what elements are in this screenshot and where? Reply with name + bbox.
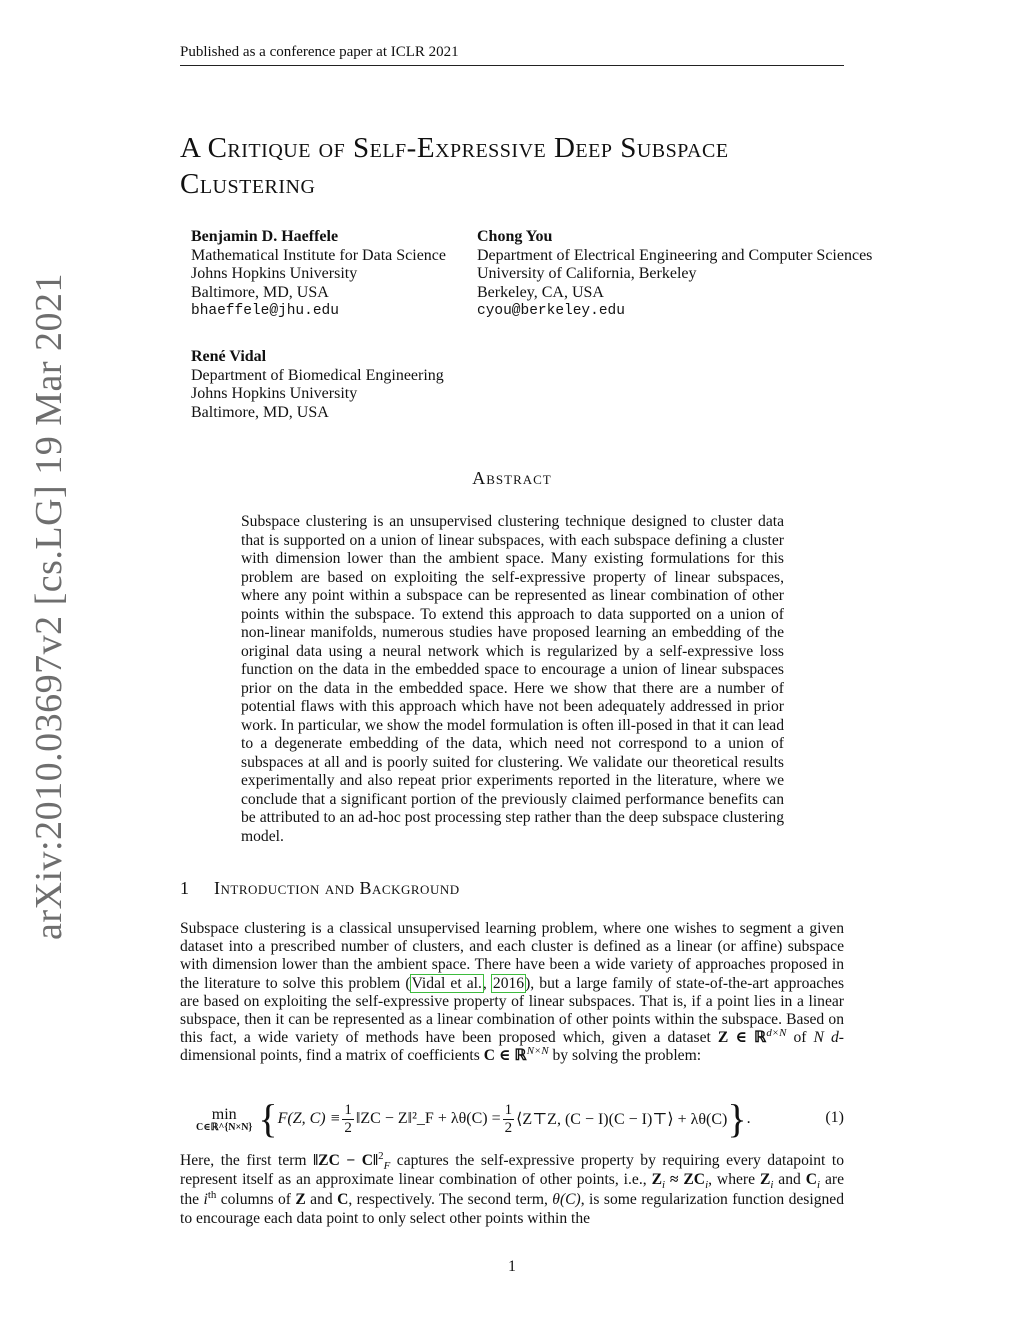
min-label: min [211,1105,237,1123]
math-zci: ≈ ZC [665,1171,706,1189]
author-block-1 [191,228,446,321]
math-sup: 2 [378,1149,384,1162]
author-affiliation: Department of Biomedical Engineering [191,366,444,384]
math-superscript: N×N [526,1045,549,1058]
citation-sep: , [482,974,492,992]
intro-paragraph [180,920,844,1066]
intro-text: ), but a large family of state-of-the-art approaches are based on exploiting the self-expressive property of linear subspaces. That is, if a point lies in a linear subspace, then it can be represented as a linear combination of other points within the subspace. Based on this fact, a wide variety of methods have been proposed which, given a dataset [180,974,845,1047]
math-sub: F [383,1160,391,1173]
equation-term-1: ‖ZC − Z‖²_F + λθ(C) = [355,1110,501,1127]
page-number: 1 [508,1258,516,1275]
para-text: , respectively. The second term, [348,1190,553,1208]
intro-text: by solving the problem: [548,1047,702,1065]
math-sup: th [207,1188,217,1201]
math-norm: ‖ZC − C‖ [313,1152,379,1169]
author-name: Benjamin D. Haeffele [191,228,339,245]
citation-link-author[interactable]: Vidal et al. [411,974,482,992]
fraction-half [503,1102,515,1137]
post-equation-paragraph [180,1151,844,1229]
math-sub: i [661,1179,665,1192]
author-institution: Johns Hopkins University [191,385,358,403]
author-name: Chong You [477,228,553,245]
author-email[interactable]: cyou@berkeley.edu [477,303,625,320]
section-title: Introduction and Background [214,878,460,898]
para-text: and [305,1190,338,1208]
math-sub: i [817,1179,821,1192]
math-sub: i [770,1179,774,1192]
numerator: 1 [344,1101,352,1118]
math-ci: C [805,1171,818,1189]
author-block-2 [477,228,872,321]
author-location: Baltimore, MD, USA [191,283,329,301]
denominator: 2 [344,1119,352,1136]
paper-title [180,130,850,202]
math-c: C [337,1190,349,1208]
para-text: and [773,1171,806,1189]
math-dataset: Z ∈ ℝ [717,1029,767,1047]
math-coefficients: C ∈ ℝ [483,1047,527,1065]
author-name: René Vidal [191,348,267,365]
equation-1 [180,1095,844,1143]
section-heading [180,878,844,899]
author-institution: Johns Hopkins University [191,265,358,283]
title-line-1: A Critique of Self-Expressive Deep Subspace [180,132,729,164]
math-z: Z [295,1190,306,1208]
running-header: Published as a conference paper at ICLR 2021 [180,44,844,66]
math-n-d: N d [813,1029,839,1047]
math-superscript: d×N [766,1027,787,1040]
min-operator [196,1106,252,1133]
para-text: captures the self-expressive property by requiring every datapoint to represent itself as an approximate linear combination of other points, i.e., [180,1152,845,1189]
abstract-heading: Abstract [472,468,552,488]
intro-text: of [786,1029,814,1047]
equation-body: min C∈ℝ^{N×N} { F(Z, C) ≡ $\frac{1}{2}$ ‖ZC − Z‖²_F + λθ(C) = $\frac{1}{2}$ ⟨Z⊤Z, (C − I)(C − I)⊤⟩ + λθ(C) } . [196,1096,751,1141]
para-text: Here, the first term [180,1152,314,1169]
intro-text: Subspace clustering is a classical unsupervised learning problem, where one wishes to segment a given dataset into a prescribed number of clusters, and each cluster is defined as a linear (or affine) subspace with dimension lower than the ambient space. There have been a wide variety of approaches proposed in the literature to solve this problem ( [180,920,844,992]
title-line-2: Clustering [180,168,316,200]
numerator: 1 [504,1101,513,1118]
abstract-text: Subspace clustering is an unsupervised clustering technique designed to cluster data that is supported on a union of linear subspaces, with each subspace defining a cluster with dimension lower than the ambient space. Many existing formulations for this problem are based on exploiting the self-expressive property of linear subspaces, where any point within a subspace can be represented as linear combination of other points within the subspace. To extend this approach to data supported on a union of non-linear manifolds, numerous studies have proposed learning an embedding of the original data using a neural network which is regularized by a self-expressive loss function on the data in the embedded space to encourage a union of linear subspaces prior on the data in the embedded space. Here we show that there are a number of potential flaws with this approach which have not been adequately addressed in prior work. In particular, we show the model formulation is often ill-posed in that it can lead to a degenerate embedding of the data, which need not correspond to a union of subspaces at all and is poorly suited for clustering. We validate our theoretical results experimentally and also repeat prior experiments reported in the literature, where we conclude that a significant portion of the previously claimed performance benefits can be attributed to an ad-hoc post processing step rather than the deep subspace clustering model. [241,513,784,845]
para-text: , is some regularization function designed to encourage each data point to only select other points within the [180,1190,845,1228]
equation-lhs: F(Z, C) ≡ [277,1110,341,1127]
intro-text: -dimensional points, find a matrix of coefficients [180,1029,844,1065]
math-i: i [203,1190,208,1208]
author-block-3 [191,348,444,422]
math-zi: Z [759,1171,771,1189]
author-affiliation: Department of Electrical Engineering and Computer Sciences [477,246,873,264]
author-institution: University of California, Berkeley [477,265,697,283]
author-affiliation: Mathematical Institute for Data Science [191,246,447,264]
para-text: , where [708,1171,760,1189]
denominator: 2 [504,1119,513,1136]
author-location: Baltimore, MD, USA [191,403,329,421]
para-text: columns of [216,1190,296,1208]
para-text: are the [180,1171,845,1208]
arxiv-identifier: arXiv:2010.03697v2 [cs.LG] 19 Mar 2021 [28,272,70,940]
min-subscript: C∈ℝ^{N×N} [196,1121,253,1133]
fraction-half [342,1102,354,1137]
citation-link-year[interactable]: 2016 [492,974,525,992]
math-zi: Z [651,1171,662,1189]
right-brace: } [727,1096,747,1141]
author-location: Berkeley, CA, USA [477,283,604,301]
math-theta: θ(C) [552,1190,581,1208]
equation-term-2: ⟨Z⊤Z, (C − I)(C − I)⊤⟩ + λθ(C) [516,1111,728,1128]
author-email[interactable]: bhaeffele@jhu.edu [191,303,339,320]
left-brace: { [258,1096,278,1141]
math-sub: i [705,1179,709,1192]
equation-number: (1) [825,1109,844,1126]
section-number: 1 [180,878,190,898]
